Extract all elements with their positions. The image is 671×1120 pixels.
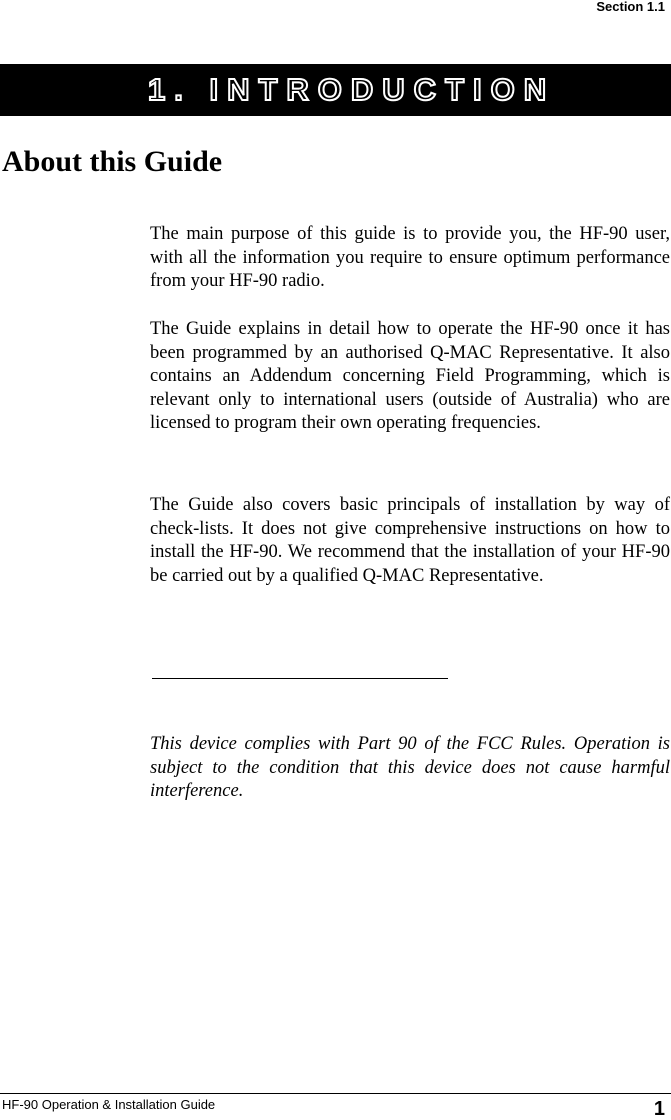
paragraph-installation: The Guide also covers basic principals of installation by way of check-lists. It does not give comprehensive instructions on how to install the HF-90. We recommend that the installation of your HF-90 be carried out by a qualified Q-MAC Representative.: [150, 495, 670, 586]
chapter-title: 1. INTRODUCTION: [148, 72, 556, 107]
footer-guide-title: HF-90 Operation & Installation Guide: [2, 1097, 216, 1112]
section-label: Section 1.1: [596, 0, 665, 14]
footer-divider: [0, 1093, 671, 1094]
paragraph-purpose: The main purpose of this guide is to provide you, the HF-90 user, with all the information you require to ensure optimum performance from your HF-90 radio.: [150, 224, 670, 291]
separator-rule: [152, 678, 448, 679]
paragraph-operation: The Guide explains in detail how to operate the HF-90 once it has been programmed by an authorised Q-MAC Representative. It also contains an Addendum concerning Field Programming, which is relevant only to international users (outside of Australia) who are licensed to program their own operating frequencies.: [150, 319, 670, 433]
fcc-notice: This device complies with Part 90 of the FCC Rules. Operation is subject to the condition that this device does not cause harmful interference.: [150, 734, 670, 801]
page-heading: About this Guide: [2, 145, 223, 178]
page-number: 1: [653, 1098, 665, 1120]
